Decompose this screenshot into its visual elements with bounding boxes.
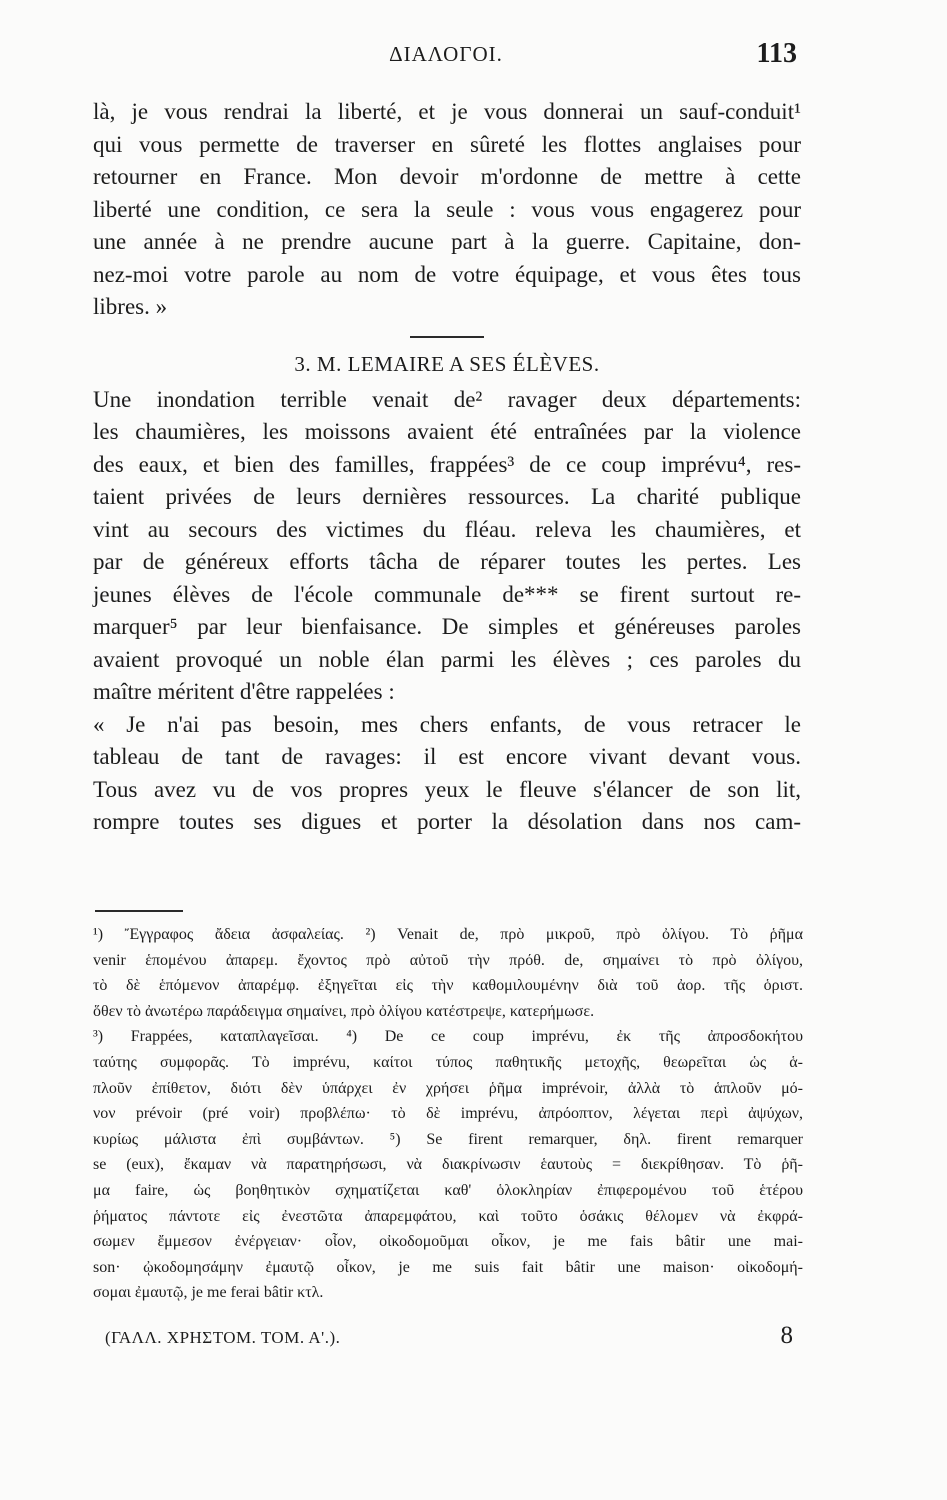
body-text <box>93 96 801 839</box>
signature-text: (ΓΑΛΛ. ΧΡΗΣΤΟΜ. ΤΟΜ. Α'.). <box>105 1328 341 1347</box>
text-line: Une inondation terrible venait de² ravager deux départements: <box>93 386 801 412</box>
signature-mark <box>105 1322 805 1358</box>
footnote-line: πλοῦν ἐπίθετον, διότι δὲν ὑπάρχει ἐν χρήσει ῥῆμα imprévoir, ἀλλὰ τὸ ἁπλοῦν μό- <box>93 1079 803 1097</box>
footnotes <box>93 922 803 1306</box>
running-title: ΔΙΑΛΟΓΟΙ. <box>389 42 503 66</box>
text-line: des eaux, et bien des familles, frappées³ de ce coup imprévu⁴, res- <box>93 451 801 477</box>
footnote-line: σωμεν ἔμμεσον ἐνέργειαν· οἷον, οἰκοδομοῦμαι οἶκον, je me fais bâtir une mai- <box>93 1233 803 1251</box>
section-divider <box>410 336 484 338</box>
footnote-line: ³) Frappées, καταπλαγεῖσαι. ⁴) De ce coup imprévu, ἐκ τῆς ἀπροσδοκήτου <box>93 1028 803 1046</box>
text-line: là, je vous rendrai la liberté, et je vous donnerai un sauf-conduit¹ <box>93 99 801 124</box>
footnote-line: σομαι ἐμαυτῷ, je me ferai bâtir κτλ. <box>93 1284 324 1302</box>
text-line: qui vous permette de traverser en sûreté les flottes anglaises pour <box>93 131 801 157</box>
text-line: liberté une condition, ce sera la seule : vous vous engagerez pour <box>93 196 801 222</box>
footnote-line: τὸ δὲ ἑπόμενον ἀπαρέμφ. ἐξηγεῖται εἰς τὴν καθομιλουμένην διὰ τοῦ ἀορ. τῆς ὁριστ. <box>93 977 803 995</box>
footnote-line: ταύτης συμφορᾶς. Τὸ imprévu, καίτοι τύπος παθητικῆς μετοχῆς, θεωρεῖται ὡς ἁ- <box>93 1053 803 1071</box>
footnote-line: κυρίως μάλιστα ἐπὶ συμβάντων. ⁵) Se firent remarquer, δηλ. firent remarquer <box>93 1130 803 1148</box>
footnote-line: μα faire, ὡς βοηθητικὸν σχηματίζεται καθ' ὁλοκληρίαν ἐπιφερομένου τοῦ ἑτέρου <box>93 1181 803 1199</box>
text-line: par de généreux efforts tâcha de réparer toutes les pertes. Les <box>93 549 801 574</box>
text-line: les chaumières, les moissons avaient été entraînées par la violence <box>93 419 801 444</box>
text-line: taient privées de leurs dernières ressources. La charité publique <box>93 484 801 509</box>
footnote-divider <box>95 910 183 912</box>
footnote-line: νον prévoir (pré voir) προβλέπω· τὸ δὲ imprévu, ἀπρόοπτον, λέγεται περὶ ἀψύχων, <box>93 1105 803 1123</box>
footnote-line: ὅθεν τὸ ἀνωτέρω παράδειγμα σημαίνει, πρὸ ὀλίγου κατέστρεψε, κατερήμωσε. <box>93 1002 595 1020</box>
signature-number: 8 <box>780 1322 793 1349</box>
text-line: nez-moi votre parole au nom de votre équipage, et vous êtes tous <box>93 261 801 287</box>
footnote-line: ῥήματος πάντοτε εἰς ἐνεστῶτα ἀπαρεμφάτου, καὶ τοῦτο ὁσάκις θέλομεν νὰ ἐκφρά- <box>93 1207 803 1225</box>
footnote-line: se (eux), ἔκαμαν νὰ παρατηρήσωσι, νὰ διακρίνωσιν ἑαυτοὺς = διεκρίθησαν. Τὸ ῥῆ- <box>93 1156 803 1174</box>
page-number: 113 <box>756 38 797 69</box>
text-line: maître méritent d'être rappelées : <box>93 679 395 704</box>
text-line: « Je n'ai pas besoin, mes chers enfants, de vous retracer le <box>93 711 801 737</box>
section-heading: 3. M. LEMAIRE A SES ÉLÈVES. <box>294 351 600 376</box>
text-line: avaient provoqué un noble élan parmi les élèves ; ces paroles du <box>93 646 801 672</box>
text-line: libres. » <box>93 294 168 319</box>
text-line: tableau de tant de ravages: il est encore vivant devant vous. <box>93 744 801 769</box>
running-head <box>95 38 797 78</box>
footnote-line: ¹) Ἔγγραφος ἄδεια ἀσφαλείας. ²) Venait de, πρὸ μικροῦ, πρὸ ὀλίγου. Τὸ ῥῆμα <box>93 926 803 943</box>
text-line: jeunes élèves de l'école communale de*** se firent surtout re- <box>93 581 801 607</box>
text-line: vint au secours des victimes du fléau. releva les chaumières, et <box>93 516 801 542</box>
footnote-line: son· ᾠκοδομησάμην ἐμαυτῷ οἶκον, je me suis fait bâtir une maison· οἰκοδομή- <box>93 1258 803 1276</box>
text-line: une année à ne prendre aucune part à la guerre. Capitaine, don- <box>93 229 801 254</box>
text-line: marquer⁵ par leur bienfaisance. De simples et généreuses paroles <box>93 614 801 639</box>
text-line: retourner en France. Mon devoir m'ordonne de mettre à cette <box>93 164 801 189</box>
text-line: rompre toutes ses digues et porter la désolation dans nos cam- <box>93 809 801 834</box>
text-line: Tous avez vu de vos propres yeux le fleuve s'élancer de son lit, <box>93 776 801 802</box>
footnote-line: venir ἑπομένου ἀπαρεμ. ἔχοντος πρὸ αὐτοῦ τὴν πρόθ. de, σημαίνει τὸ πρὸ ὀλίγου, <box>93 951 803 969</box>
